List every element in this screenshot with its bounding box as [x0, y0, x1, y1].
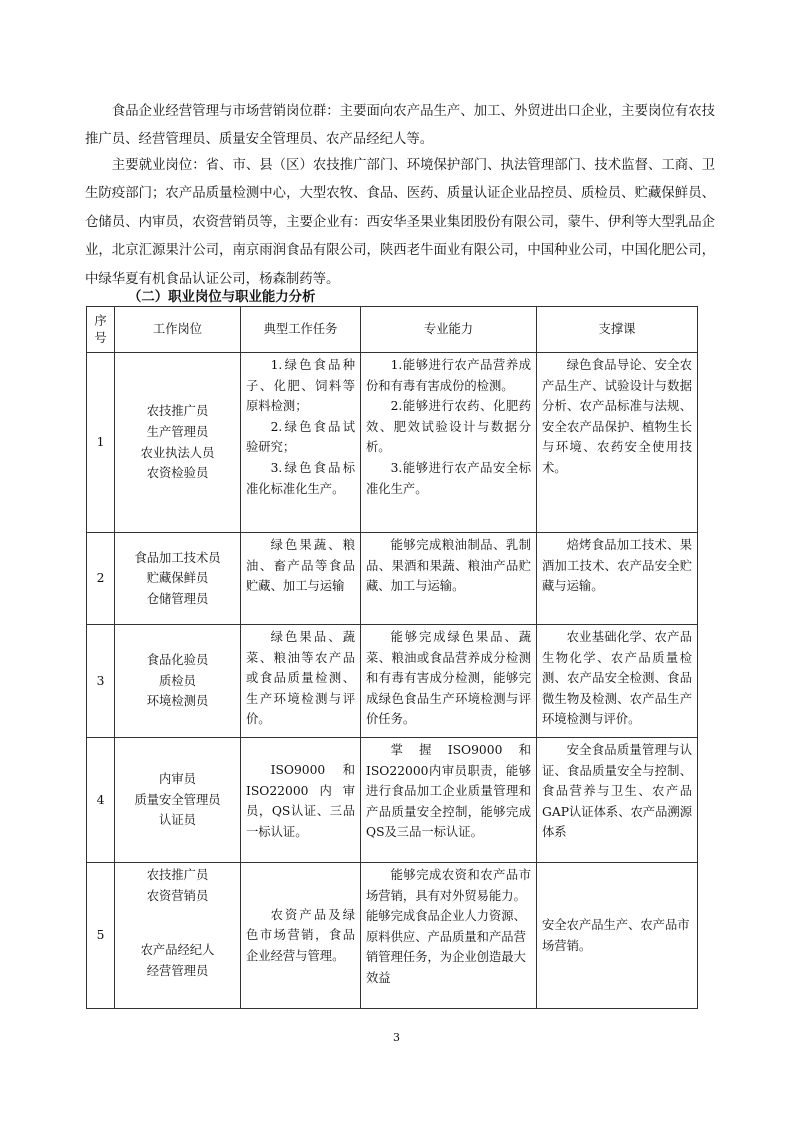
job-cell: [115, 533, 241, 625]
ability-cell: [361, 863, 537, 1009]
job-name: 内审员: [159, 772, 196, 787]
task-item: 1.绿色食品种子、化肥、饲料等原料检测；: [246, 358, 355, 414]
task-item: 3.绿色食品标准化标准化生产。: [246, 460, 355, 496]
task-cell: 绿色果品、蔬菜、粮油等农产品或食品质量检测、生产环境检测与评价。: [241, 625, 361, 738]
header-task: 典型工作任务: [241, 307, 361, 353]
header-job: 工作岗位: [115, 307, 241, 353]
row-number: 5: [87, 863, 115, 1009]
job-name: 农业执法人员: [140, 445, 215, 460]
job-name: 农产品经纪人: [140, 943, 215, 958]
table-row: [87, 863, 698, 1009]
job-cell: [115, 625, 241, 738]
ability-cell: 掌握ISO9000和ISO22000内审员职责，能够进行食品加工企业质量管理和产品质量安全控制，能够完成QS及三品一标认证。: [361, 738, 537, 863]
course-cell: 农业基础化学、农产品生物化学、农产品质量检测、农产品安全检测、食品微生物及检测、农产品生产环境检测与评价。: [537, 625, 698, 738]
table-header-row: [87, 307, 698, 353]
intro-paragraph-2: 主要就业岗位：省、市、县（区）农技推广部门、环境保护部门、执法管理部门、技术监督、工商、卫生防疫部门；农产品质量检测中心，大型农牧、食品、医药、质量认证企业品控员、质检员、贮藏保鲜员、仓储员、内审员，农资营销员等，主要企业有：西安华圣果业集团股份有限公司，蒙牛、伊利等大型乳品企业，北京汇源果汁公司，南京雨润食品有限公司，陕西老牛面业有限公司，中国种业公司，中国化肥公司，中绿华夏有机食品认证公司，杨森制药等。: [85, 158, 715, 287]
table-row: [87, 625, 698, 738]
job-ability-table: [86, 306, 698, 1009]
job-name: 经营管理员: [146, 963, 209, 978]
job-name: 仓储管理员: [146, 591, 209, 606]
ability-item: 3.能够进行农产品安全标准化生产。: [366, 460, 531, 496]
header-no: 序号: [87, 307, 115, 353]
ability-item: 能够完成食品企业人力资源、原料供应、产品质量和产品营销管理任务，为企业创造最大效益: [366, 909, 526, 985]
job-cell: [115, 863, 241, 1009]
intro-paragraph-1: 食品企业经营管理与市场营销岗位群：主要面向农产品生产、加工、外贸进出口企业，主要岗位有农技推广员、经营管理员、质量安全管理员、农产品经纪人等。: [85, 104, 715, 148]
job-name: 农资营销员: [146, 888, 209, 903]
job-name: 质量安全管理员: [134, 792, 221, 807]
job-name: 食品化验员: [146, 653, 209, 668]
ability-item: 2.能够进行农药、化肥药效、肥效试验设计与数据分析。: [366, 399, 531, 455]
section-title: （二）职业岗位与职业能力分析: [128, 290, 316, 305]
row-number: 2: [87, 533, 115, 625]
row-number: 1: [87, 353, 115, 533]
job-name: 环境检测员: [146, 694, 209, 709]
course-cell: 安全食品质量管理与认证、食品质量安全与控制、食品营养与卫生、农产品GAP认证体系、农产品溯源体系: [537, 738, 698, 863]
course-cell: 焙烤食品加工技术、果酒加工技术、农产品安全贮藏与运输。: [537, 533, 698, 625]
job-name: 认证员: [159, 813, 196, 828]
header-ability: 专业能力: [361, 307, 537, 353]
task-item: 2.绿色食品试验研究；: [246, 419, 355, 455]
job-name: 农技推广员: [146, 868, 209, 882]
task-cell: ISO9000和ISO22000内审员，QS认证、三品一标认证。: [241, 738, 361, 863]
course-cell: 安全农产品生产、农产品市场营销。: [537, 863, 698, 1009]
job-cell: [115, 353, 241, 533]
course-cell: 绿色食品导论、安全农产品生产、试验设计与数据分析、农产品标准与法规、安全农产品保护、植物生长与环境、农药安全使用技术。: [537, 353, 698, 533]
job-name: 贮藏保鲜员: [146, 571, 209, 586]
table-row: [87, 533, 698, 625]
ability-cell: 能够完成绿色果品、蔬菜、粮油或食品营养成分检测和有毒有害成分检测，能够完成绿色食品生产环境检测与评价任务。: [361, 625, 537, 738]
ability-item: 1.能够进行农产品营养成份和有毒有害成份的检测。: [366, 358, 531, 393]
job-name: 质检员: [159, 673, 196, 688]
ability-cell: [361, 353, 537, 533]
task-cell: [241, 353, 361, 533]
job-name: 生产管理员: [146, 424, 209, 439]
table-row: [87, 738, 698, 863]
ability-cell: 能够完成粮油制品、乳制品、果酒和果蔬、粮油产品贮藏、加工与运输。: [361, 533, 537, 625]
ability-item: 能够完成农资和农产品市场营销，具有对外贸易能力。: [366, 868, 531, 903]
page-number: 3: [393, 1031, 400, 1044]
task-cell: 绿色果蔬、粮油、畜产品等食品贮藏、加工与运输: [241, 533, 361, 625]
job-cell: [115, 738, 241, 863]
job-name: 农技推广员: [146, 404, 209, 419]
row-number: 4: [87, 738, 115, 863]
row-number: 3: [87, 625, 115, 738]
header-course: 支撑课: [537, 307, 698, 353]
task-cell: 农资产品及绿色市场营销，食品企业经营与管理。: [241, 863, 361, 1009]
job-name: 农资检验员: [146, 466, 209, 481]
job-name: 食品加工技术员: [134, 550, 221, 565]
table-row: [87, 353, 698, 533]
